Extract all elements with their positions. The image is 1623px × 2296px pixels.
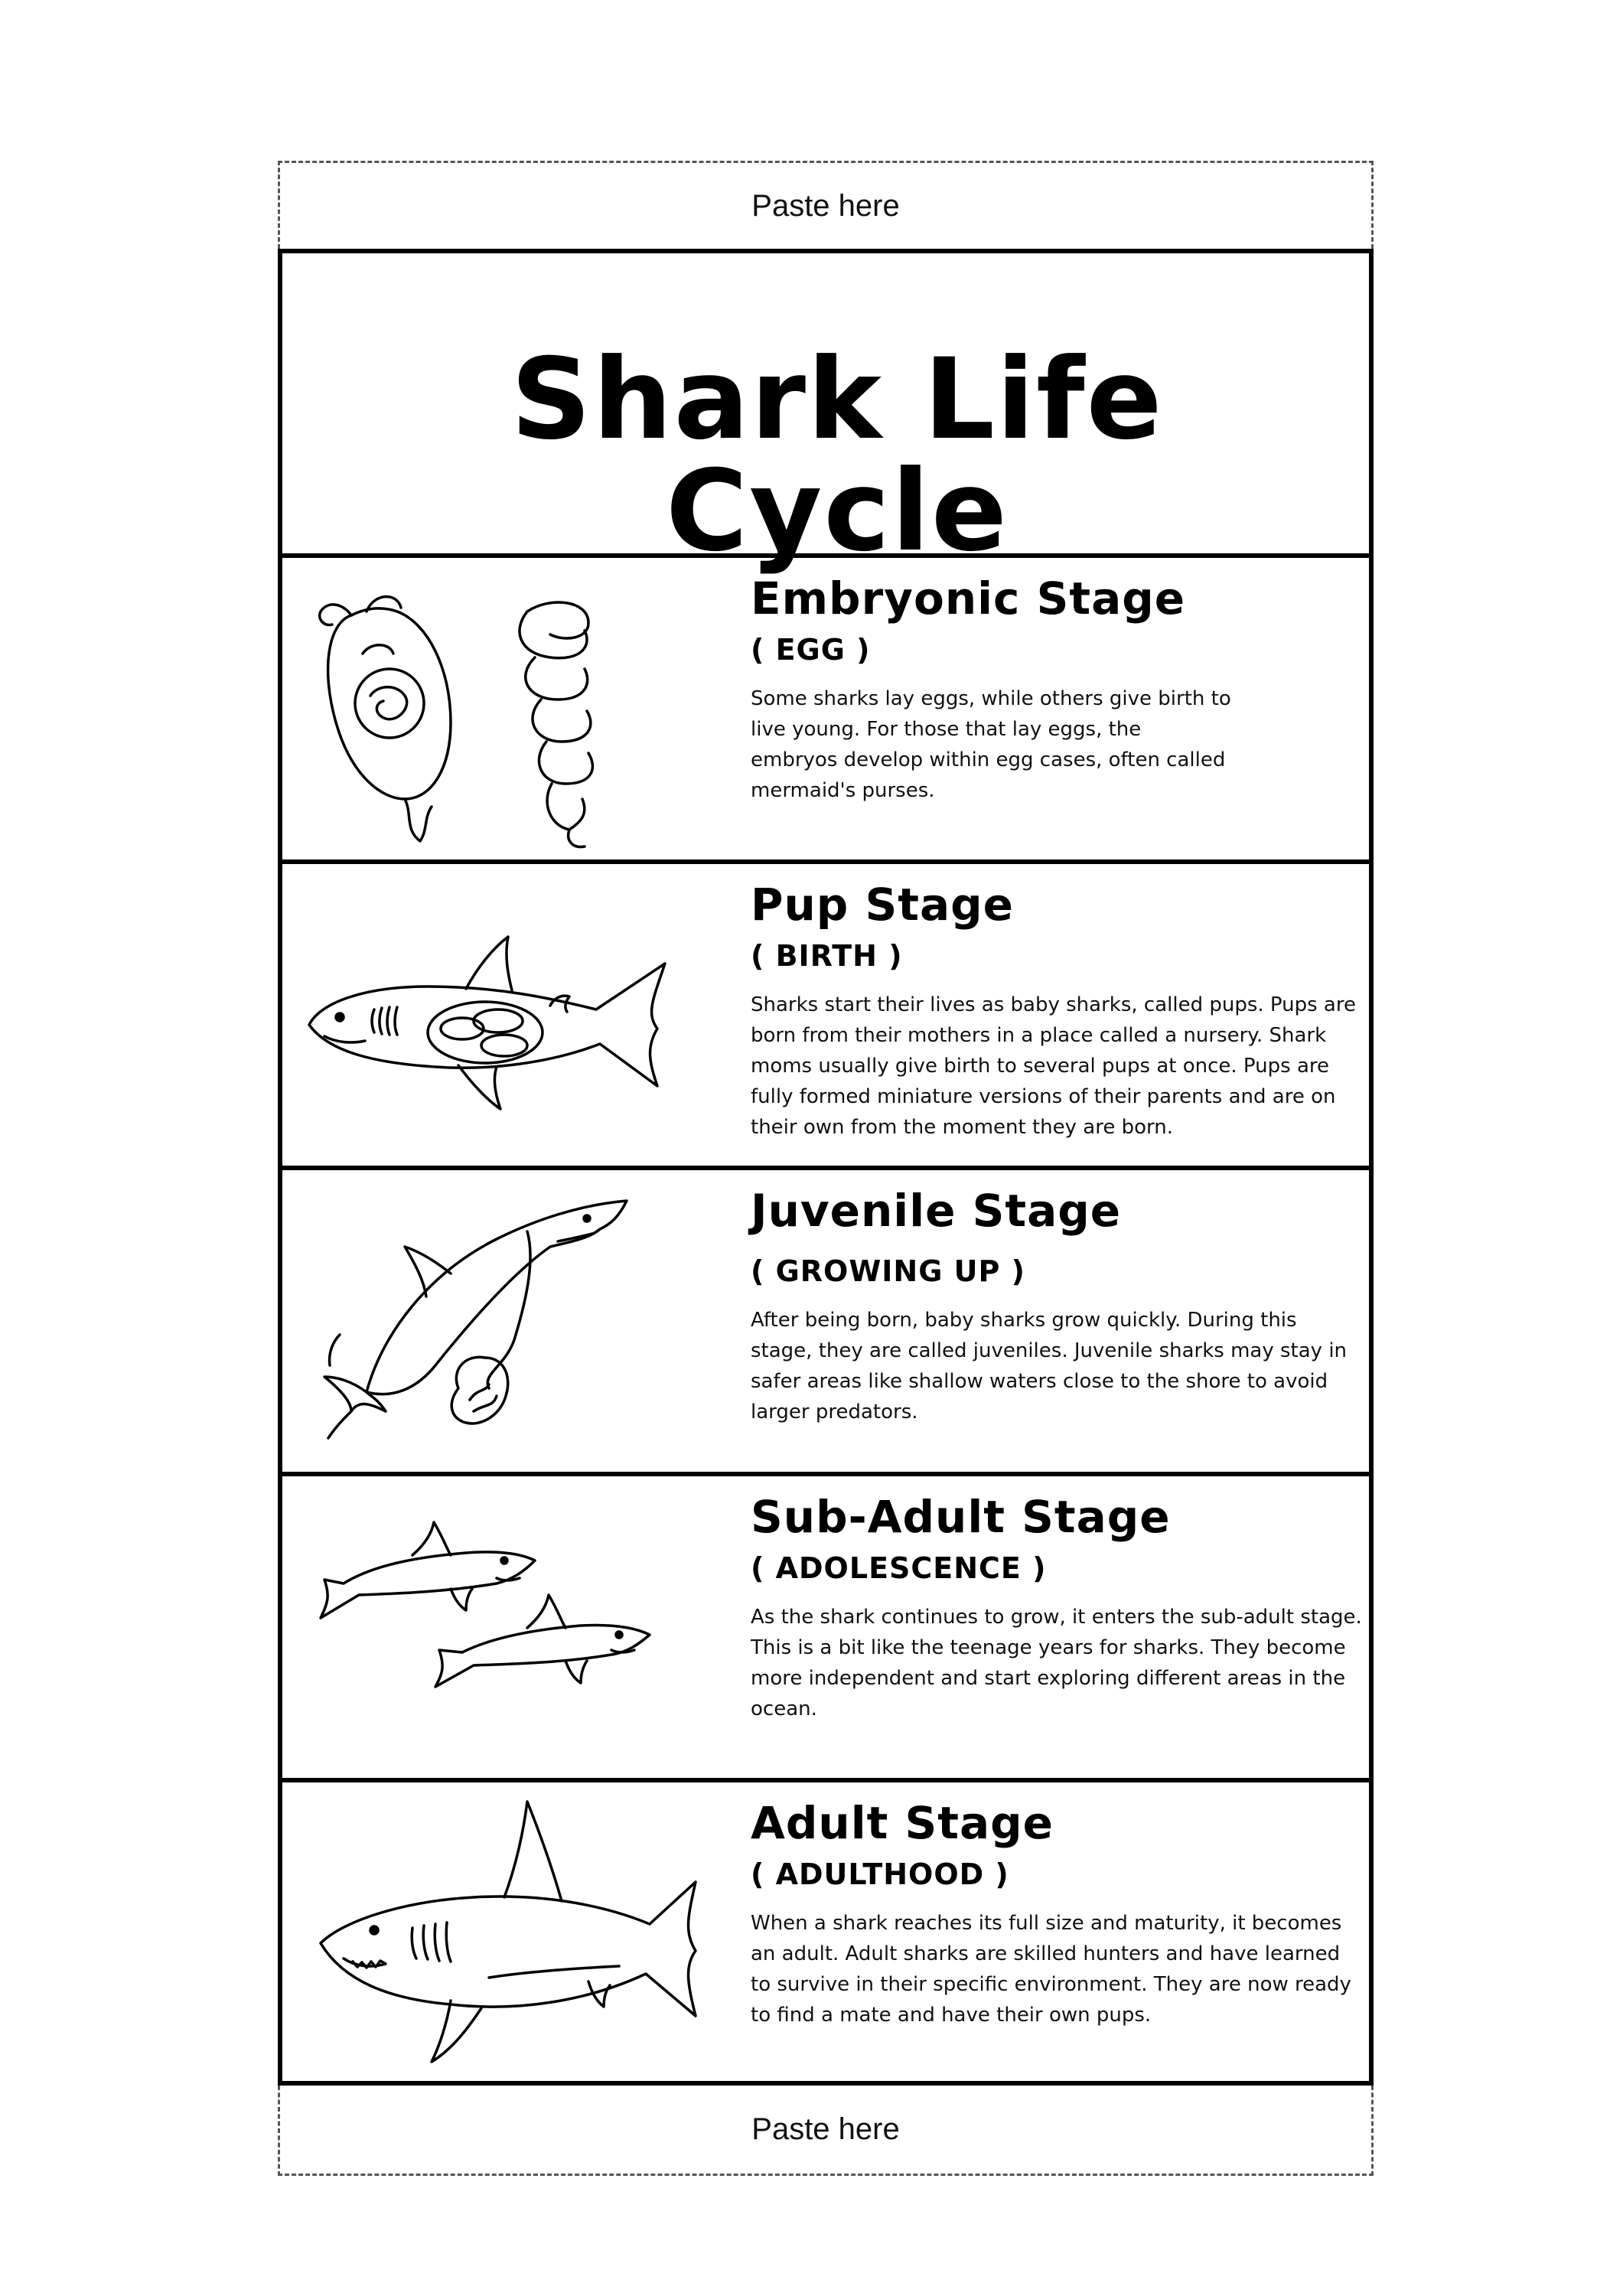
- juvenile-shark-icon: [298, 1182, 726, 1465]
- page-title: Shark Life Cycle: [510, 334, 1164, 576]
- stage-embryonic: [282, 558, 1369, 864]
- two-sharks-icon: [298, 1488, 726, 1771]
- paste-label-bottom: Paste here: [751, 2112, 900, 2146]
- life-cycle-sheet: [278, 249, 1374, 2086]
- stage-description: When a shark reaches its full size and maturity, it becomes an adult. Adult sharks are skilled hunters and have learned to survive in their specific environment. They are now ready to find a mate and have their own pups.: [751, 1911, 1351, 2027]
- stage-title: Juvenile Stage: [751, 1185, 1122, 1237]
- paste-tab-bottom: [278, 2086, 1374, 2176]
- pregnant-shark-icon: [298, 876, 726, 1159]
- stage-title: Embryonic Stage: [751, 572, 1186, 625]
- stage-description: Some sharks lay eggs, while others give birth to live young. For those that lay eggs, the embryos develop within egg cases, often called mermaid's purses.: [751, 687, 1231, 802]
- shark-egg-case-icon: [298, 569, 726, 853]
- stage-title: Adult Stage: [751, 1797, 1054, 1849]
- stage-subtitle: ( ADULTHOOD ): [751, 1857, 1009, 1891]
- stage-description: As the shark continues to grow, it enters the sub-adult stage. This is a bit like the teenage years for sharks. They become more independent and start exploring different areas in the ocean.: [751, 1605, 1362, 1720]
- stage-title: Sub-Adult Stage: [751, 1491, 1171, 1543]
- paste-tab-top: [278, 161, 1374, 249]
- stage-description: After being born, baby sharks grow quickly. During this stage, they are called juveniles. Juvenile sharks may stay in safer areas like shallow waters close to the shore to avoid larger predators.: [751, 1308, 1348, 1424]
- adult-shark-icon: [298, 1794, 726, 2077]
- stage-subtitle: ( GROWING UP ): [751, 1254, 1025, 1288]
- paste-label-top: Paste here: [751, 188, 900, 223]
- title-row: [282, 253, 1369, 576]
- stage-sub-adult: [282, 1476, 1369, 1782]
- stage-subtitle: ( ADOLESCENCE ): [751, 1551, 1047, 1585]
- stage-adult: [282, 1782, 1369, 2089]
- stage-subtitle: ( BIRTH ): [751, 938, 903, 973]
- stage-juvenile: [282, 1170, 1369, 1476]
- stage-subtitle: ( EGG ): [751, 632, 871, 667]
- stage-pup: [282, 864, 1369, 1170]
- stage-title: Pup Stage: [751, 879, 1015, 931]
- stage-description: Sharks start their lives as baby sharks, called pups. Pups are born from their mothers in a place called a nursery. Shark moms usually give birth to several pups at once. Pups are fully formed miniature versions of their parents and are on their own from the moment they are born.: [751, 993, 1356, 1139]
